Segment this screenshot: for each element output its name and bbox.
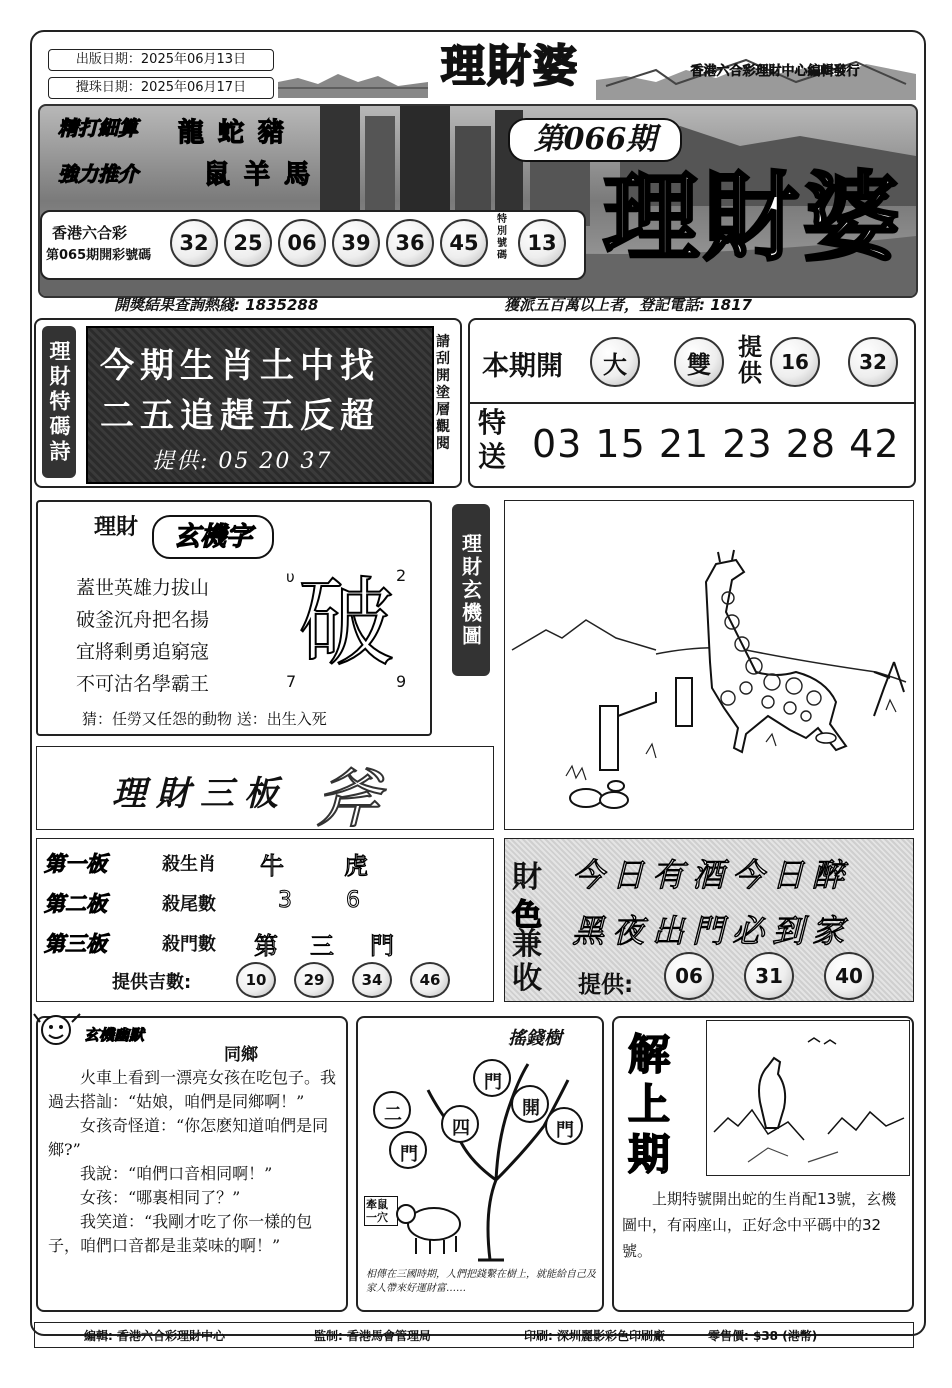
joke-title: 同鄉 — [224, 1045, 258, 1065]
riddle-line: 破釜沉舟把名揚 — [76, 609, 210, 631]
top-title: 理財婆 — [441, 41, 579, 92]
special-send-numbers: 03 15 21 23 28 42 — [532, 422, 900, 466]
banner-tag-4: 鼠羊馬 — [204, 160, 325, 190]
banner-tag-3: 強力推介 — [58, 162, 138, 186]
hotline-left: 開獎結果查詢熱綫: 1835288 — [114, 296, 319, 314]
wealth-label-top: 財 — [512, 860, 542, 895]
wealth-line-2: 黑夜出門必到家 — [572, 912, 853, 950]
joke-paragraph: 女孩奇怪道：“你怎麽知道咱們是同鄉?” — [48, 1116, 329, 1159]
result-ball: 25 — [224, 219, 272, 267]
poem-side-note: 請刮開塗層觀閱 — [436, 334, 450, 452]
riddle-corner-tr: 2 — [396, 566, 407, 585]
open-divider — [470, 402, 914, 404]
tree-fruit: 開 — [522, 1098, 540, 1119]
axe-row-kind: 殺生肖 — [162, 854, 216, 875]
result-ball: 06 — [278, 219, 326, 267]
wealth-numbers — [664, 952, 874, 1000]
poem-provide: 提供: 05 20 37 — [152, 449, 333, 474]
joke-header: 玄機幽默 — [84, 1026, 145, 1044]
riddle-title: 玄機字 — [152, 515, 274, 559]
axes-row-3 — [44, 928, 484, 958]
banner-tag-1: 精打細算 — [58, 116, 138, 140]
joke-paragraph: 女孩：“哪裏相同了？” — [48, 1188, 241, 1207]
axes-row-1 — [44, 848, 484, 878]
open-ball-even: 雙 — [674, 337, 724, 387]
axe-row-b: 虎 — [344, 852, 368, 880]
giraffe-illustration — [506, 502, 912, 828]
axe-row-kind: 殺尾數 — [162, 894, 216, 915]
footer-supervisor: 監制: 香港馬會管理局 — [314, 1329, 431, 1343]
footer-editor: 編輯: 香港六合彩理財中心 — [84, 1329, 225, 1343]
axe-row-c: 門 — [370, 932, 394, 960]
axe-row-kind: 殺門數 — [162, 934, 216, 955]
open-ball-16: 16 — [770, 337, 820, 387]
wealth-provide-label: 提供: — [578, 972, 634, 998]
special-send-label: 特送 — [478, 406, 507, 473]
result-ball: 39 — [332, 219, 380, 267]
riddle-lines — [76, 572, 209, 700]
axe-row-a: 第 — [254, 932, 278, 960]
cartoon-face-icon — [30, 1010, 84, 1052]
header-skyline-left — [278, 48, 428, 98]
riddle-corner-bl: 7 — [286, 672, 297, 691]
riddle-line: 蓋世英雄力拔山 — [76, 577, 210, 599]
lucky-ball: 29 — [294, 962, 334, 998]
poem-line-2: 二五追趕五反超 — [100, 396, 380, 436]
axe-row-label: 第三板 — [44, 931, 107, 956]
publish-date: 出版日期：2025年06月13日 — [48, 49, 274, 71]
lucky-label: 提供吉數: — [112, 972, 192, 993]
wealth-ball: 06 — [664, 952, 714, 1000]
tree-fruit: 門 — [400, 1144, 418, 1165]
special-label: 特別號碼 — [497, 214, 507, 261]
axe-row-label: 第二板 — [44, 891, 107, 916]
wealth-ball: 40 — [824, 952, 874, 1000]
riddle-footer: 猜：任勞又任怨的動物 送：出生入死 — [82, 710, 327, 728]
joke-paragraph: 我說：“咱們口音相同啊！” — [48, 1164, 273, 1183]
open-ball-32: 32 — [848, 337, 898, 387]
riddle-big-char: 破 — [298, 567, 394, 679]
riddle-brand: 理財 — [94, 514, 139, 540]
center-label: 香港六合彩理財中心編輯發行 — [690, 64, 860, 79]
result-ball: 32 — [170, 219, 218, 267]
axe-row-b: 6 — [346, 888, 360, 913]
joke-paragraph: 我笑道：“我剛才吃了你一樣的包子，咱們口音都是韭菜味的啊！” — [48, 1212, 313, 1255]
lucky-ball: 34 — [352, 962, 392, 998]
riddle-corner-br: 9 — [396, 672, 407, 691]
axes-title: 理財三板 — [112, 774, 288, 814]
riddle-corner-tl: υ — [286, 568, 295, 586]
result-ball: 45 — [440, 219, 488, 267]
riddle-line: 宜將剩勇追窮寇 — [76, 641, 210, 663]
axe-row-b: 三 — [310, 932, 334, 960]
issue-number: 第066期 — [508, 118, 682, 162]
open-provide-label: 提供 — [738, 332, 762, 387]
tree-fruit: 四 — [452, 1118, 470, 1139]
joke-paragraph: 火車上看到一漂亮女孩在吃包子。我過去搭訕：“姑娘，咱們是同鄉啊！” — [48, 1068, 337, 1111]
footer-price: 零售價: $38 (港幣) — [708, 1329, 818, 1343]
money-tree-art — [358, 1040, 602, 1270]
result-ball: 36 — [386, 219, 434, 267]
axes-axe-char: 斧 — [316, 763, 380, 837]
picture-label: 理財玄機圖 — [452, 504, 490, 676]
wealth-ball: 31 — [744, 952, 794, 1000]
tree-fruit: 門 — [484, 1072, 502, 1093]
riddle-line: 不可沽名學霸王 — [76, 673, 210, 695]
tree-fruit: 二 — [384, 1104, 402, 1125]
tree-stamp: 牽鼠一穴 — [364, 1196, 398, 1226]
solution-text: 上期特號開出蛇的生肖配13號，玄機圖中，有兩座山，正好念中平碼中的32號。 — [622, 1190, 897, 1260]
results-label-2: 第065期開彩號碼 — [46, 248, 152, 263]
poem-label: 理財特碼詩 — [42, 326, 76, 478]
lucky-ball: 46 — [410, 962, 450, 998]
footer-printer: 印刷: 深圳麗影彩色印刷廠 — [524, 1329, 665, 1343]
banner-tag-2: 龍蛇豬 — [178, 118, 299, 148]
tree-fruit: 門 — [556, 1120, 574, 1141]
solution-label: 解上期 — [628, 1030, 671, 1179]
money-tree-title: 搖錢樹 — [508, 1028, 562, 1049]
results-label-1: 香港六合彩 — [52, 224, 128, 242]
wealth-label-bot: 兼收 — [512, 927, 542, 996]
big-title: 理財婆 — [603, 161, 903, 274]
solution-illustration — [708, 1022, 908, 1174]
tree-caption: 相傳在三國時期，人們把錢繫在樹上，就能給自己及家人帶來好運財富…… — [366, 1269, 596, 1294]
joke-body — [48, 1066, 340, 1258]
special-ball: 13 — [518, 219, 566, 267]
axe-row-a: 3 — [278, 888, 292, 913]
open-ball-big: 大 — [590, 337, 640, 387]
hotline-right: 獲派五百萬以上者，登記電話: 1817 — [504, 296, 752, 314]
lucky-ball: 10 — [236, 962, 276, 998]
results-numbers — [170, 219, 488, 267]
open-label: 本期開 — [482, 351, 563, 382]
poem-line-1: 今期生肖土中找 — [100, 346, 380, 386]
wealth-line-1: 今日有酒今日醉 — [572, 856, 853, 894]
axe-row-a: 牛 — [260, 852, 284, 880]
lucky-numbers — [236, 962, 450, 998]
draw-date: 攪珠日期：2025年06月17日 — [48, 77, 274, 99]
axes-row-2 — [44, 888, 484, 918]
axe-row-label: 第一板 — [44, 851, 107, 876]
wealth-label-mid: 色 — [512, 898, 542, 933]
